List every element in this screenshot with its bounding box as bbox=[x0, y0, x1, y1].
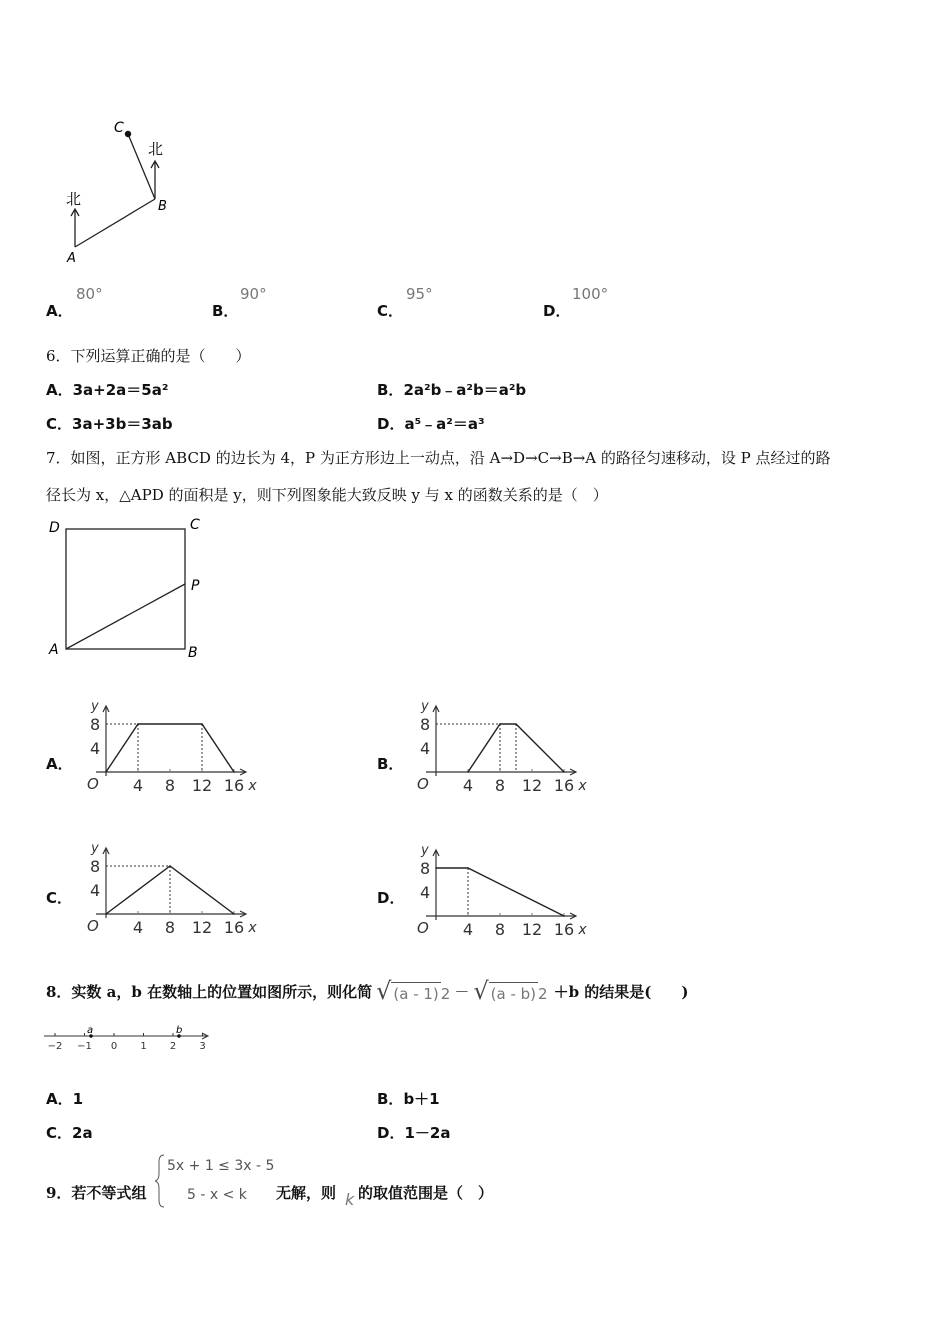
number-line-tick-label: 0 bbox=[110, 1041, 118, 1052]
north-label-a: 北 bbox=[66, 190, 82, 208]
x-tick-label: 12 bbox=[521, 920, 543, 939]
data-point bbox=[563, 915, 565, 917]
q6-option-a[interactable]: A．3a+2a＝5a² bbox=[46, 381, 169, 399]
origin-label: O bbox=[87, 917, 99, 935]
data-point bbox=[499, 723, 501, 725]
data-point bbox=[233, 913, 235, 915]
data-point bbox=[467, 771, 469, 773]
q8-option-c[interactable]: C．2a bbox=[46, 1124, 93, 1142]
x-tick-label: 16 bbox=[553, 920, 575, 939]
label-d: D bbox=[49, 520, 60, 536]
q9-suffix-b: 的取值范围是（ ） bbox=[358, 1184, 494, 1202]
x-tick-label: 4 bbox=[462, 920, 474, 939]
q7-graph-b bbox=[398, 698, 598, 800]
data-point bbox=[563, 771, 565, 773]
data-point bbox=[137, 723, 139, 725]
number-line-tick-label: 2 bbox=[169, 1041, 177, 1052]
q5-option-a-value: 80° bbox=[76, 285, 103, 303]
x-tick-label: 8 bbox=[494, 920, 506, 939]
q9-prefix: 9．若不等式组 bbox=[46, 1184, 147, 1202]
y-axis-label: y bbox=[421, 699, 429, 714]
x-tick-label: 8 bbox=[164, 776, 176, 795]
series-line bbox=[436, 868, 564, 916]
q5-option-d-value: 100° bbox=[572, 285, 609, 303]
label-c: C bbox=[190, 517, 200, 533]
y-tick-label: 8 bbox=[420, 715, 431, 734]
number-line-tick-label: 3 bbox=[199, 1041, 206, 1052]
inequality-2: 5 - x < k bbox=[187, 1187, 247, 1203]
q8-stem-tail: ＋b 的结果是( ) bbox=[553, 982, 689, 1001]
q6-option-d[interactable]: D．a⁵﹣a²＝a³ bbox=[377, 415, 485, 433]
y-tick-label: 4 bbox=[420, 739, 431, 758]
y-tick-label: 4 bbox=[90, 881, 101, 900]
number-line-b-label: b bbox=[176, 1025, 183, 1036]
x-axis-label: x bbox=[578, 778, 587, 794]
label-b: B bbox=[188, 645, 198, 661]
y-axis-label: y bbox=[421, 843, 429, 858]
q5-option-b-letter[interactable]: B． bbox=[212, 302, 239, 320]
x-tick-label: 12 bbox=[191, 918, 213, 937]
q6-option-c[interactable]: C．3a+3b＝3ab bbox=[46, 415, 173, 433]
q6-option-b[interactable]: B．2a²b﹣a²b＝a²b bbox=[377, 381, 527, 399]
inequality-system bbox=[155, 1152, 280, 1210]
y-tick-label: 4 bbox=[420, 883, 431, 902]
series-line bbox=[106, 724, 234, 772]
q7-stem-line2: 径长为 x，△APD 的面积是 y，则下列图象能大致反映 y 与 x 的函数关系的是（ ） bbox=[46, 486, 608, 504]
q7-graph-a bbox=[68, 698, 268, 800]
q5-option-a-letter[interactable]: A． bbox=[46, 302, 73, 320]
square-figure bbox=[44, 512, 214, 664]
x-tick-label: 8 bbox=[164, 918, 176, 937]
data-point bbox=[201, 723, 203, 725]
q7-graph-c bbox=[68, 840, 268, 942]
x-tick-label: 16 bbox=[223, 776, 245, 795]
q8-option-a[interactable]: A．1 bbox=[46, 1090, 84, 1108]
label-p: P bbox=[191, 578, 200, 594]
q5-option-d-letter[interactable]: D． bbox=[543, 302, 571, 320]
origin-label: O bbox=[87, 775, 99, 793]
variable-k: k bbox=[345, 1190, 355, 1209]
north-label-b: 北 bbox=[148, 140, 164, 158]
data-point bbox=[169, 865, 171, 867]
number-line bbox=[40, 1022, 220, 1056]
x-tick-label: 4 bbox=[462, 776, 474, 795]
data-point bbox=[105, 913, 107, 915]
y-tick-label: 8 bbox=[420, 859, 431, 878]
q9-suffix-a: 无解，则 bbox=[276, 1184, 337, 1202]
label-a: A bbox=[49, 642, 59, 658]
inequality-1: 5x + 1 ≤ 3x - 5 bbox=[167, 1158, 275, 1174]
x-axis-label: x bbox=[248, 778, 257, 794]
sqrt-expression-1: √ (a - 1) 2 bbox=[376, 977, 451, 1005]
y-axis-label: y bbox=[91, 841, 99, 856]
q5-option-c-letter[interactable]: C． bbox=[377, 302, 404, 320]
x-tick-label: 4 bbox=[132, 918, 144, 937]
data-point bbox=[435, 867, 437, 869]
x-axis-label: x bbox=[248, 920, 257, 936]
q7-graph-d bbox=[398, 842, 598, 944]
data-point bbox=[515, 723, 517, 725]
q8-option-b[interactable]: B．b＋1 bbox=[377, 1090, 440, 1108]
q7-option-d-letter[interactable]: D． bbox=[377, 889, 405, 907]
y-tick-label: 8 bbox=[90, 857, 101, 876]
q5-option-b-value: 90° bbox=[240, 285, 267, 303]
q7-option-b-letter[interactable]: B． bbox=[377, 755, 404, 773]
x-tick-label: 12 bbox=[521, 776, 543, 795]
x-tick-label: 4 bbox=[132, 776, 144, 795]
origin-label: O bbox=[417, 919, 429, 937]
label-b: B bbox=[158, 199, 167, 214]
x-tick-label: 8 bbox=[494, 776, 506, 795]
y-tick-label: 4 bbox=[90, 739, 101, 758]
q7-stem-line1: 7．如图，正方形 ABCD 的边长为 4，P 为正方形边上一动点，沿 A→D→C→B→A 的路径匀速移动，设 P 点经过的路 bbox=[46, 449, 831, 467]
q8-stem-text: 8．实数 a，b 在数轴上的位置如图所示，则化简 bbox=[46, 982, 373, 1001]
origin-label: O bbox=[417, 775, 429, 793]
q5-option-c-value: 95° bbox=[406, 285, 433, 303]
sqrt-expression-2: √ (a - b) 2 bbox=[473, 977, 548, 1005]
x-tick-label: 16 bbox=[223, 918, 245, 937]
x-tick-label: 16 bbox=[553, 776, 575, 795]
x-tick-label: 12 bbox=[191, 776, 213, 795]
q8-stem bbox=[46, 974, 688, 1008]
q8-option-d[interactable]: D．1－2a bbox=[377, 1124, 451, 1142]
label-c: C bbox=[114, 120, 124, 136]
q6-stem: 6．下列运算正确的是（ ） bbox=[46, 347, 251, 365]
number-line-tick-label: −1 bbox=[77, 1041, 92, 1052]
point-c bbox=[125, 131, 131, 137]
q7-option-c-letter[interactable]: C． bbox=[46, 889, 73, 907]
data-point bbox=[233, 771, 235, 773]
x-axis-label: x bbox=[578, 922, 587, 938]
data-point bbox=[467, 867, 469, 869]
data-point bbox=[105, 771, 107, 773]
bearing-figure bbox=[60, 112, 180, 267]
number-line-tick-label: 1 bbox=[140, 1041, 147, 1052]
q7-option-a-letter[interactable]: A． bbox=[46, 755, 73, 773]
y-tick-label: 8 bbox=[90, 715, 101, 734]
number-line-a-label: a bbox=[87, 1025, 94, 1036]
minus-sign: － bbox=[454, 982, 470, 1001]
number-line-tick-label: −2 bbox=[47, 1041, 63, 1052]
label-a: A bbox=[67, 251, 76, 266]
y-axis-label: y bbox=[91, 699, 99, 714]
